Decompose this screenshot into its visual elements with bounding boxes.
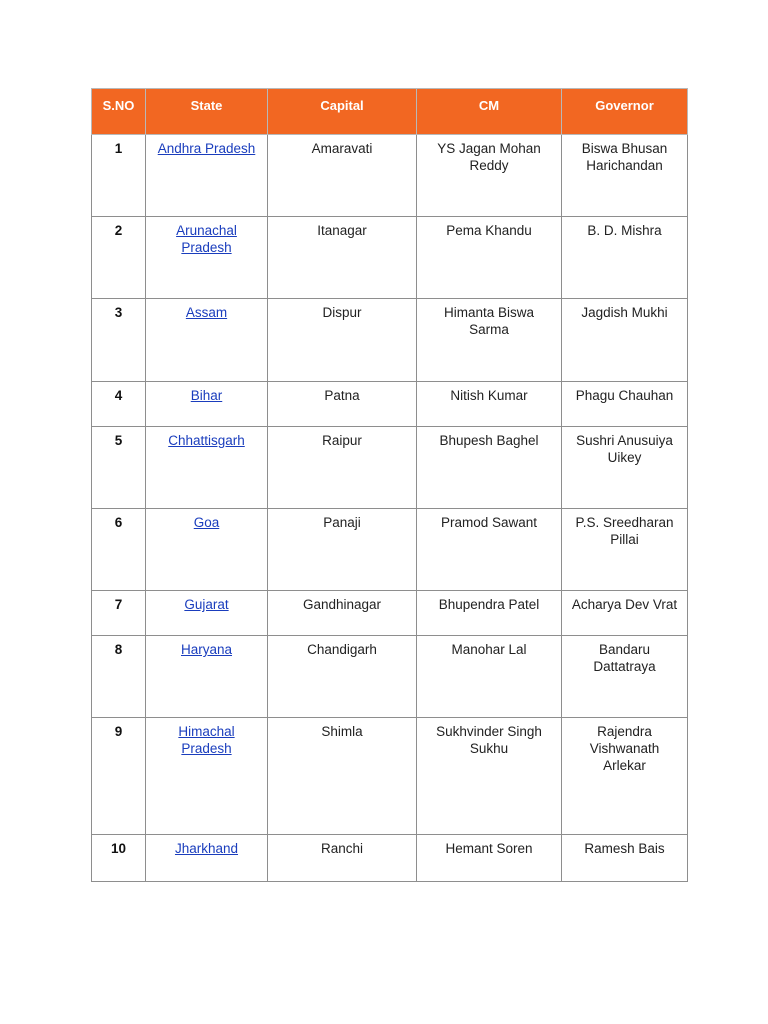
state-link[interactable]: Himachal Pradesh bbox=[178, 724, 235, 756]
cm-cell: Hemant Soren bbox=[417, 835, 562, 882]
sno-cell: 1 bbox=[92, 135, 146, 217]
sno-cell: 6 bbox=[92, 509, 146, 591]
state-link[interactable]: Gujarat bbox=[184, 597, 229, 612]
state-link[interactable]: Andhra Pradesh bbox=[157, 141, 256, 156]
table-row bbox=[92, 636, 688, 718]
capital-cell: Dispur bbox=[268, 299, 417, 382]
governor-cell: Jagdish Mukhi bbox=[562, 299, 688, 382]
table-row bbox=[92, 217, 688, 299]
sno-cell: 4 bbox=[92, 382, 146, 427]
state-cell bbox=[146, 299, 268, 382]
sno-cell: 2 bbox=[92, 217, 146, 299]
sno-cell: 7 bbox=[92, 591, 146, 636]
table-row bbox=[92, 509, 688, 591]
table-row bbox=[92, 382, 688, 427]
state-link[interactable]: Haryana bbox=[180, 642, 233, 657]
capital-cell: Shimla bbox=[268, 718, 417, 835]
capital-cell: Amaravati bbox=[268, 135, 417, 217]
sno-cell: 5 bbox=[92, 427, 146, 509]
table-row bbox=[92, 718, 688, 835]
state-link[interactable]: Arunachal Pradesh bbox=[176, 223, 237, 255]
governor-cell: Phagu Chauhan bbox=[562, 382, 688, 427]
capital-cell: Gandhinagar bbox=[268, 591, 417, 636]
state-cell bbox=[146, 591, 268, 636]
governor-cell: Acharya Dev Vrat bbox=[562, 591, 688, 636]
cm-cell: Pema Khandu bbox=[417, 217, 562, 299]
governor-cell: P.S. Sreedharan Pillai bbox=[562, 509, 688, 591]
state-cell bbox=[146, 718, 268, 835]
header-governor: Governor bbox=[562, 89, 688, 135]
governor-cell: Biswa Bhusan Harichandan bbox=[562, 135, 688, 217]
capital-cell: Raipur bbox=[268, 427, 417, 509]
state-link[interactable]: Goa bbox=[193, 515, 220, 530]
capital-cell: Itanagar bbox=[268, 217, 417, 299]
header-capital: Capital bbox=[268, 89, 417, 135]
states-table bbox=[91, 88, 688, 882]
sno-cell: 8 bbox=[92, 636, 146, 718]
governor-cell: Bandaru Dattatraya bbox=[562, 636, 688, 718]
state-cell bbox=[146, 217, 268, 299]
table-row bbox=[92, 835, 688, 882]
state-cell bbox=[146, 636, 268, 718]
sno-cell: 10 bbox=[92, 835, 146, 882]
cm-cell: Pramod Sawant bbox=[417, 509, 562, 591]
table-header-row bbox=[92, 89, 688, 135]
state-cell bbox=[146, 427, 268, 509]
sno-cell: 9 bbox=[92, 718, 146, 835]
cm-cell: Sukhvinder Singh Sukhu bbox=[417, 718, 562, 835]
state-link[interactable]: Assam bbox=[185, 305, 228, 320]
governor-cell: Rajendra Vishwanath Arlekar bbox=[562, 718, 688, 835]
governor-cell: Sushri Anusuiya Uikey bbox=[562, 427, 688, 509]
cm-cell: Bhupesh Baghel bbox=[417, 427, 562, 509]
header-sno: S.NO bbox=[92, 89, 146, 135]
cm-cell: Nitish Kumar bbox=[417, 382, 562, 427]
cm-cell: Himanta Biswa Sarma bbox=[417, 299, 562, 382]
governor-cell: B. D. Mishra bbox=[562, 217, 688, 299]
header-state: State bbox=[146, 89, 268, 135]
cm-cell: Manohar Lal bbox=[417, 636, 562, 718]
table-row bbox=[92, 427, 688, 509]
table-row bbox=[92, 299, 688, 382]
capital-cell: Ranchi bbox=[268, 835, 417, 882]
header-cm: CM bbox=[417, 89, 562, 135]
state-cell bbox=[146, 135, 268, 217]
table-row bbox=[92, 135, 688, 217]
state-cell bbox=[146, 382, 268, 427]
state-link[interactable]: Bihar bbox=[190, 388, 223, 403]
cm-cell: Bhupendra Patel bbox=[417, 591, 562, 636]
state-link[interactable]: Chhattisgarh bbox=[168, 433, 245, 448]
state-link[interactable]: Jharkhand bbox=[174, 841, 239, 856]
cm-cell: YS Jagan Mohan Reddy bbox=[417, 135, 562, 217]
state-cell bbox=[146, 509, 268, 591]
table-row bbox=[92, 591, 688, 636]
governor-cell: Ramesh Bais bbox=[562, 835, 688, 882]
capital-cell: Panaji bbox=[268, 509, 417, 591]
capital-cell: Chandigarh bbox=[268, 636, 417, 718]
capital-cell: Patna bbox=[268, 382, 417, 427]
state-cell bbox=[146, 835, 268, 882]
sno-cell: 3 bbox=[92, 299, 146, 382]
